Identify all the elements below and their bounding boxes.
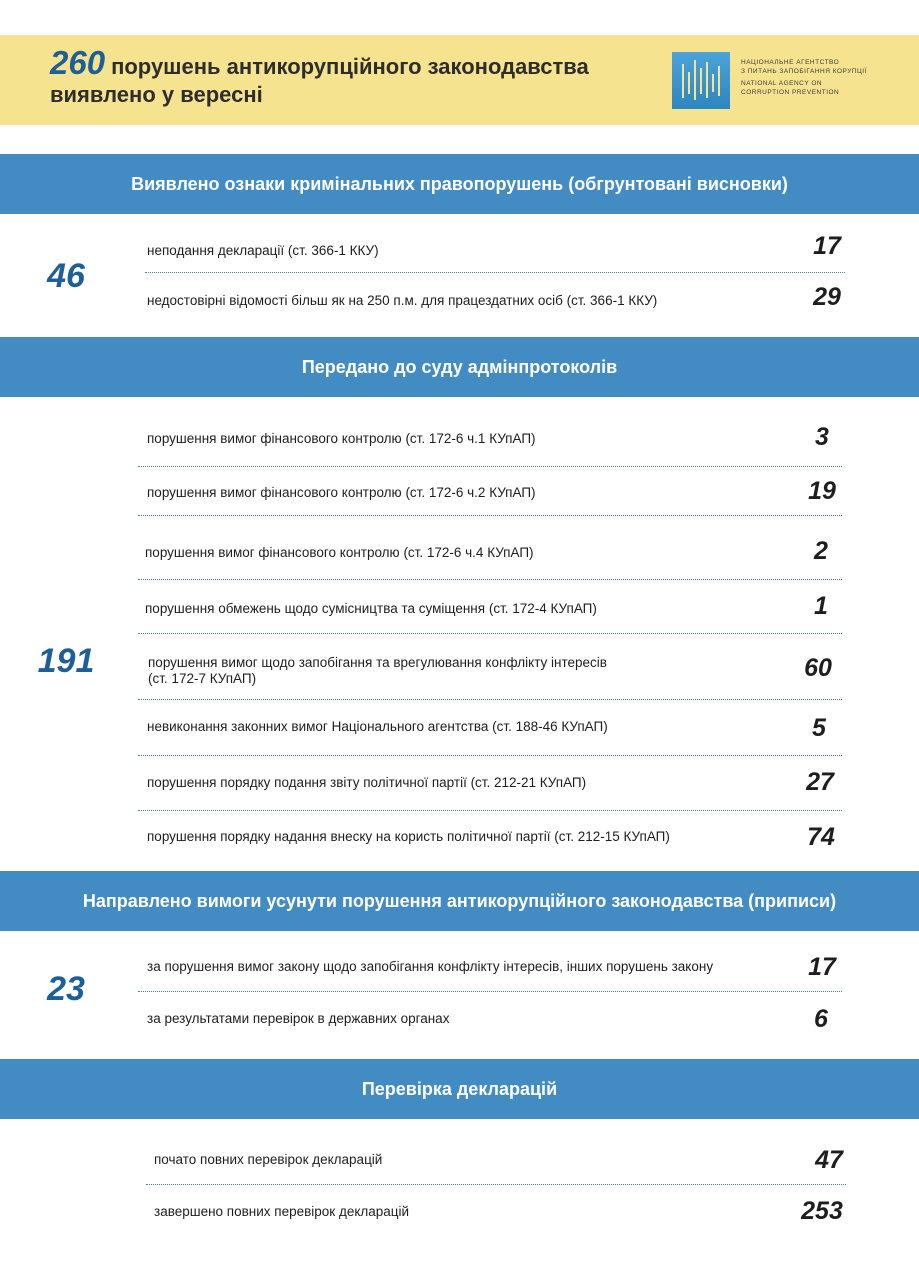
row-divider [138,466,842,467]
row-divider [146,1184,846,1185]
nazk-logo-icon [672,52,730,109]
row-label: завершено повних перевірок декларацій [154,1204,410,1219]
row-divider [145,272,845,273]
row-label: порушення вимог фінансового контролю (ст. 172-6 ч.4 КУпАП) [145,545,534,560]
row-divider [138,991,842,992]
row-divider [138,579,842,580]
section-criminal-header: Виявлено ознаки кримінальних правопорушень (обгрунтовані висновки) [0,154,919,214]
row-label: порушення порядку подання звіту політичної партії (ст. 212-21 КУпАП) [147,775,587,790]
row-label: за порушення вимог закону щодо запобігання конфлікту інтересів, інших порушень закону [147,959,714,974]
row-label: недостовірні відомості більш як на 250 п.м. для працездатних осіб (ст. 366-1 ККУ) [147,293,658,308]
logo-line: З ПИТАНЬ ЗАПОБІГАННЯ КОРУПЦІЇ [741,68,867,75]
header-title-rest: порушень антикорупційного законодавства [111,54,589,79]
row-value: 17 [808,953,836,981]
row-label: порушення порядку надання внеску на користь політичної партії (ст. 212-15 КУпАП) [147,829,670,844]
header-total: 260 [50,44,106,81]
row-value: 1 [814,592,828,620]
row-label: порушення обмежень щодо сумісництва та суміщення (ст. 172-4 КУпАП) [145,601,597,616]
row-value: 27 [806,768,834,796]
row-divider [138,515,842,516]
section-declarations-header: Перевірка декларацій [0,1059,919,1119]
page-title [50,44,650,109]
row-value: 5 [812,714,826,742]
row-label: порушення вимог фінансового контролю (ст. 172-6 ч.2 КУпАП) [147,485,536,500]
logo-line: CORRUPTION PREVENTION [741,89,840,96]
row-divider [138,633,842,634]
row-label-continued: (ст. 172-7 КУпАП) [148,671,257,686]
logo-text [741,58,911,97]
row-value: 19 [808,477,836,505]
row-divider [138,699,842,700]
section-orders-total: 23 [47,970,85,1008]
row-value: 3 [815,423,829,451]
logo-line: НАЦІОНАЛЬНЕ АГЕНТСТВО [741,59,840,66]
row-value: 47 [815,1146,843,1174]
row-label: почато повних перевірок декларацій [154,1152,383,1167]
row-value: 60 [804,654,832,682]
row-value: 6 [814,1005,828,1033]
row-label: порушення вимог щодо запобігання та врегулювання конфлікту інтересів [148,655,607,670]
row-label: невиконання законних вимог Національного агентства (ст. 188-46 КУпАП) [147,719,608,734]
header-banner [0,35,919,125]
row-label: порушення вимог фінансового контролю (ст. 172-6 ч.1 КУпАП) [147,431,536,446]
logo-line: NATIONAL AGENCY ON [741,80,823,87]
row-divider [138,810,842,811]
section-orders-header: Направлено вимоги усунути порушення антикорупційного законодавства (приписи) [0,871,919,931]
row-value: 253 [801,1197,843,1225]
row-label: за результатами перевірок в державних органах [147,1011,450,1026]
section-adminprotocols-header: Передано до суду адмінпротоколів [0,337,919,397]
header-title-line2: виявлено у вересні [50,82,263,107]
section-adminprotocols-total: 191 [37,642,95,680]
row-value: 17 [813,232,841,260]
section-criminal-total: 46 [47,257,85,295]
row-value: 29 [813,283,841,311]
row-value: 74 [807,823,835,851]
row-value: 2 [814,537,828,565]
row-divider [138,755,842,756]
row-label: неподання декларації (ст. 366-1 ККУ) [147,243,379,258]
